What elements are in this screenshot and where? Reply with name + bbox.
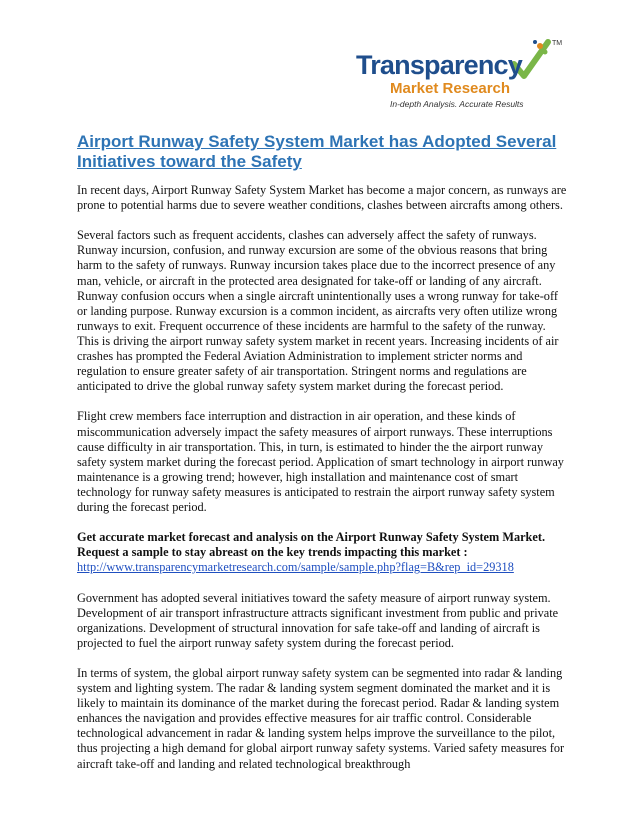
paragraph-factors: Several factors such as frequent accidents, clashes can adversely affect the safety of runways. Runway incursion, confusion, and runway excursion are some of the obvious reasons that bring harm to the safety of runways. Runway incursion takes place due to the incorrect presence of any man, vehicle, or aircraft in the protected area designated for take-off or landing of any aircraft. Runway confusion occurs when a single aircraft unintentionally uses a wrong runway for take-off or landing purpose. Runway excursion is a common incident, as aircrafts very often utilize wrong runways to exit. Frequent occurrence of these incidents are harmful to the safety of the runway. This is driving the airport runway safety system market in recent years. Increasing incidents of air crashes has prompted the Federal Aviation Administration to implement stricter norms and regulation to ensure greater safety of air transportation. Stringent norms and regulations are anticipated to drive the global runway safety system market during the forecast period.: [77, 228, 559, 394]
document-title: Airport Runway Safety System Market has Adopted Several Initiatives toward the Safety: [77, 132, 557, 171]
logo-trademark: TM: [552, 40, 563, 47]
paragraph-government: Government has adopted several initiatives toward the safety measure of airport runway system. Development of air transport infrastructure attracts significant investment from public and private organizations. Development of structural innovation for safe take-off and landing of aircraft is projected to fuel the airport runway safety system during the forecast period.: [77, 590, 559, 650]
company-logo: [352, 38, 592, 118]
logo-subtitle: Market Research: [390, 80, 511, 97]
logo-brand-text: Transparency: [356, 50, 522, 80]
document-body: [77, 183, 567, 787]
paragraph-flight-crew: Flight crew members face interruption and distraction in air operation, and these kinds of miscommunication adversely impact the safety measures of airport runways. These interruptions cause difficulty in air transportation. This, in turn, is estimated to hinder the the airport runway safety system market during the forecast period. Application of smart technology in airport runway maintenance is a growing trend; however, high installation and maintenance cost of smart technology for runway safety measures is anticipated to restrain the airport runway safety system during the forecast period.: [77, 409, 564, 514]
sample-request-link[interactable]: http://www.transparencymarketresearch.com/sample/sample.php?flag=B&rep_id=29318: [77, 560, 514, 575]
logo-tagline: In-depth Analysis. Accurate Results: [390, 99, 524, 109]
paragraph-intro: In recent days, Airport Runway Safety System Market has become a major concern, as runways are prone to potential harms due to severe weather conditions, clashes between aircrafts among others.: [77, 183, 567, 213]
paragraph-call-to-action: Get accurate market forecast and analysis on the Airport Runway Safety System Market. Request a sample to stay abreast on the key trends impacting this market :: [77, 530, 546, 560]
paragraph-system-segments: In terms of system, the global airport runway safety system can be segmented into radar & landing system and lighting system. The radar & landing system segment dominated the market and it is likely to maintain its dominance of the market during the forecast period. Radar & landing system enhances the navigation and provides effective measures for air traffic control. Considerable technological advancement in radar & landing system helps improve the surveillance to the pilot, thus projecting a high demand for global airport runway safety systems. Varied safety measures for aircraft take-off and landing and related technological breakthrough: [77, 666, 565, 771]
